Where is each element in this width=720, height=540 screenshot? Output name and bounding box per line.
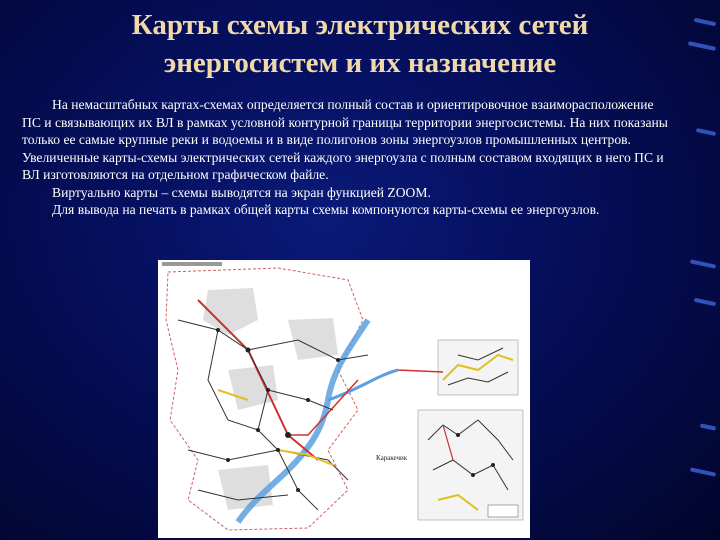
substation bbox=[216, 328, 220, 332]
title-line-1: Карты схемы электрических сетей bbox=[131, 9, 589, 41]
body-text bbox=[22, 96, 672, 219]
energy-zone bbox=[228, 365, 278, 410]
substation bbox=[306, 398, 310, 402]
energy-zone bbox=[218, 465, 273, 510]
energy-zone bbox=[288, 318, 338, 360]
substation bbox=[266, 388, 270, 392]
paragraph: На немасштабных картах-схемах определяется полный состав и ориентировочное взаиморасположение ПС и связывающих их ВЛ в рамках условной контурной границы территории энергосистемы. На них показаны только ее самые крупные реки и водоемы и в виде полигонов зоны энергоузлов промышленных центров. Увеличенные карты-схемы электрических сетей каждого энергоузла с полным составом входящих в него ПС и ВЛ изготовляются на отдельном графическом файле. bbox=[22, 97, 668, 182]
paragraph: Виртуально карты – схемы выводятся на экран функцией ZOOM. bbox=[52, 184, 431, 200]
substation bbox=[296, 488, 300, 492]
substation bbox=[276, 448, 280, 452]
substation bbox=[285, 432, 291, 438]
paragraph: Для вывода на печать в рамках общей карты схемы компонуются карты-схемы ее энергоузлов. bbox=[52, 202, 600, 217]
substation bbox=[336, 358, 340, 362]
map-drawing bbox=[158, 260, 530, 538]
title-line-2: энергосистем и их назначение bbox=[163, 47, 557, 79]
grid-scheme-map bbox=[158, 260, 530, 538]
substation bbox=[246, 348, 251, 353]
substation bbox=[256, 428, 260, 432]
map-city-label: Каракечик bbox=[376, 454, 408, 462]
inset-node-map-1 bbox=[398, 340, 518, 395]
slide-title bbox=[60, 6, 660, 82]
map-header-strip bbox=[162, 262, 222, 266]
substation bbox=[226, 458, 230, 462]
inset-node-map-2 bbox=[418, 410, 523, 520]
